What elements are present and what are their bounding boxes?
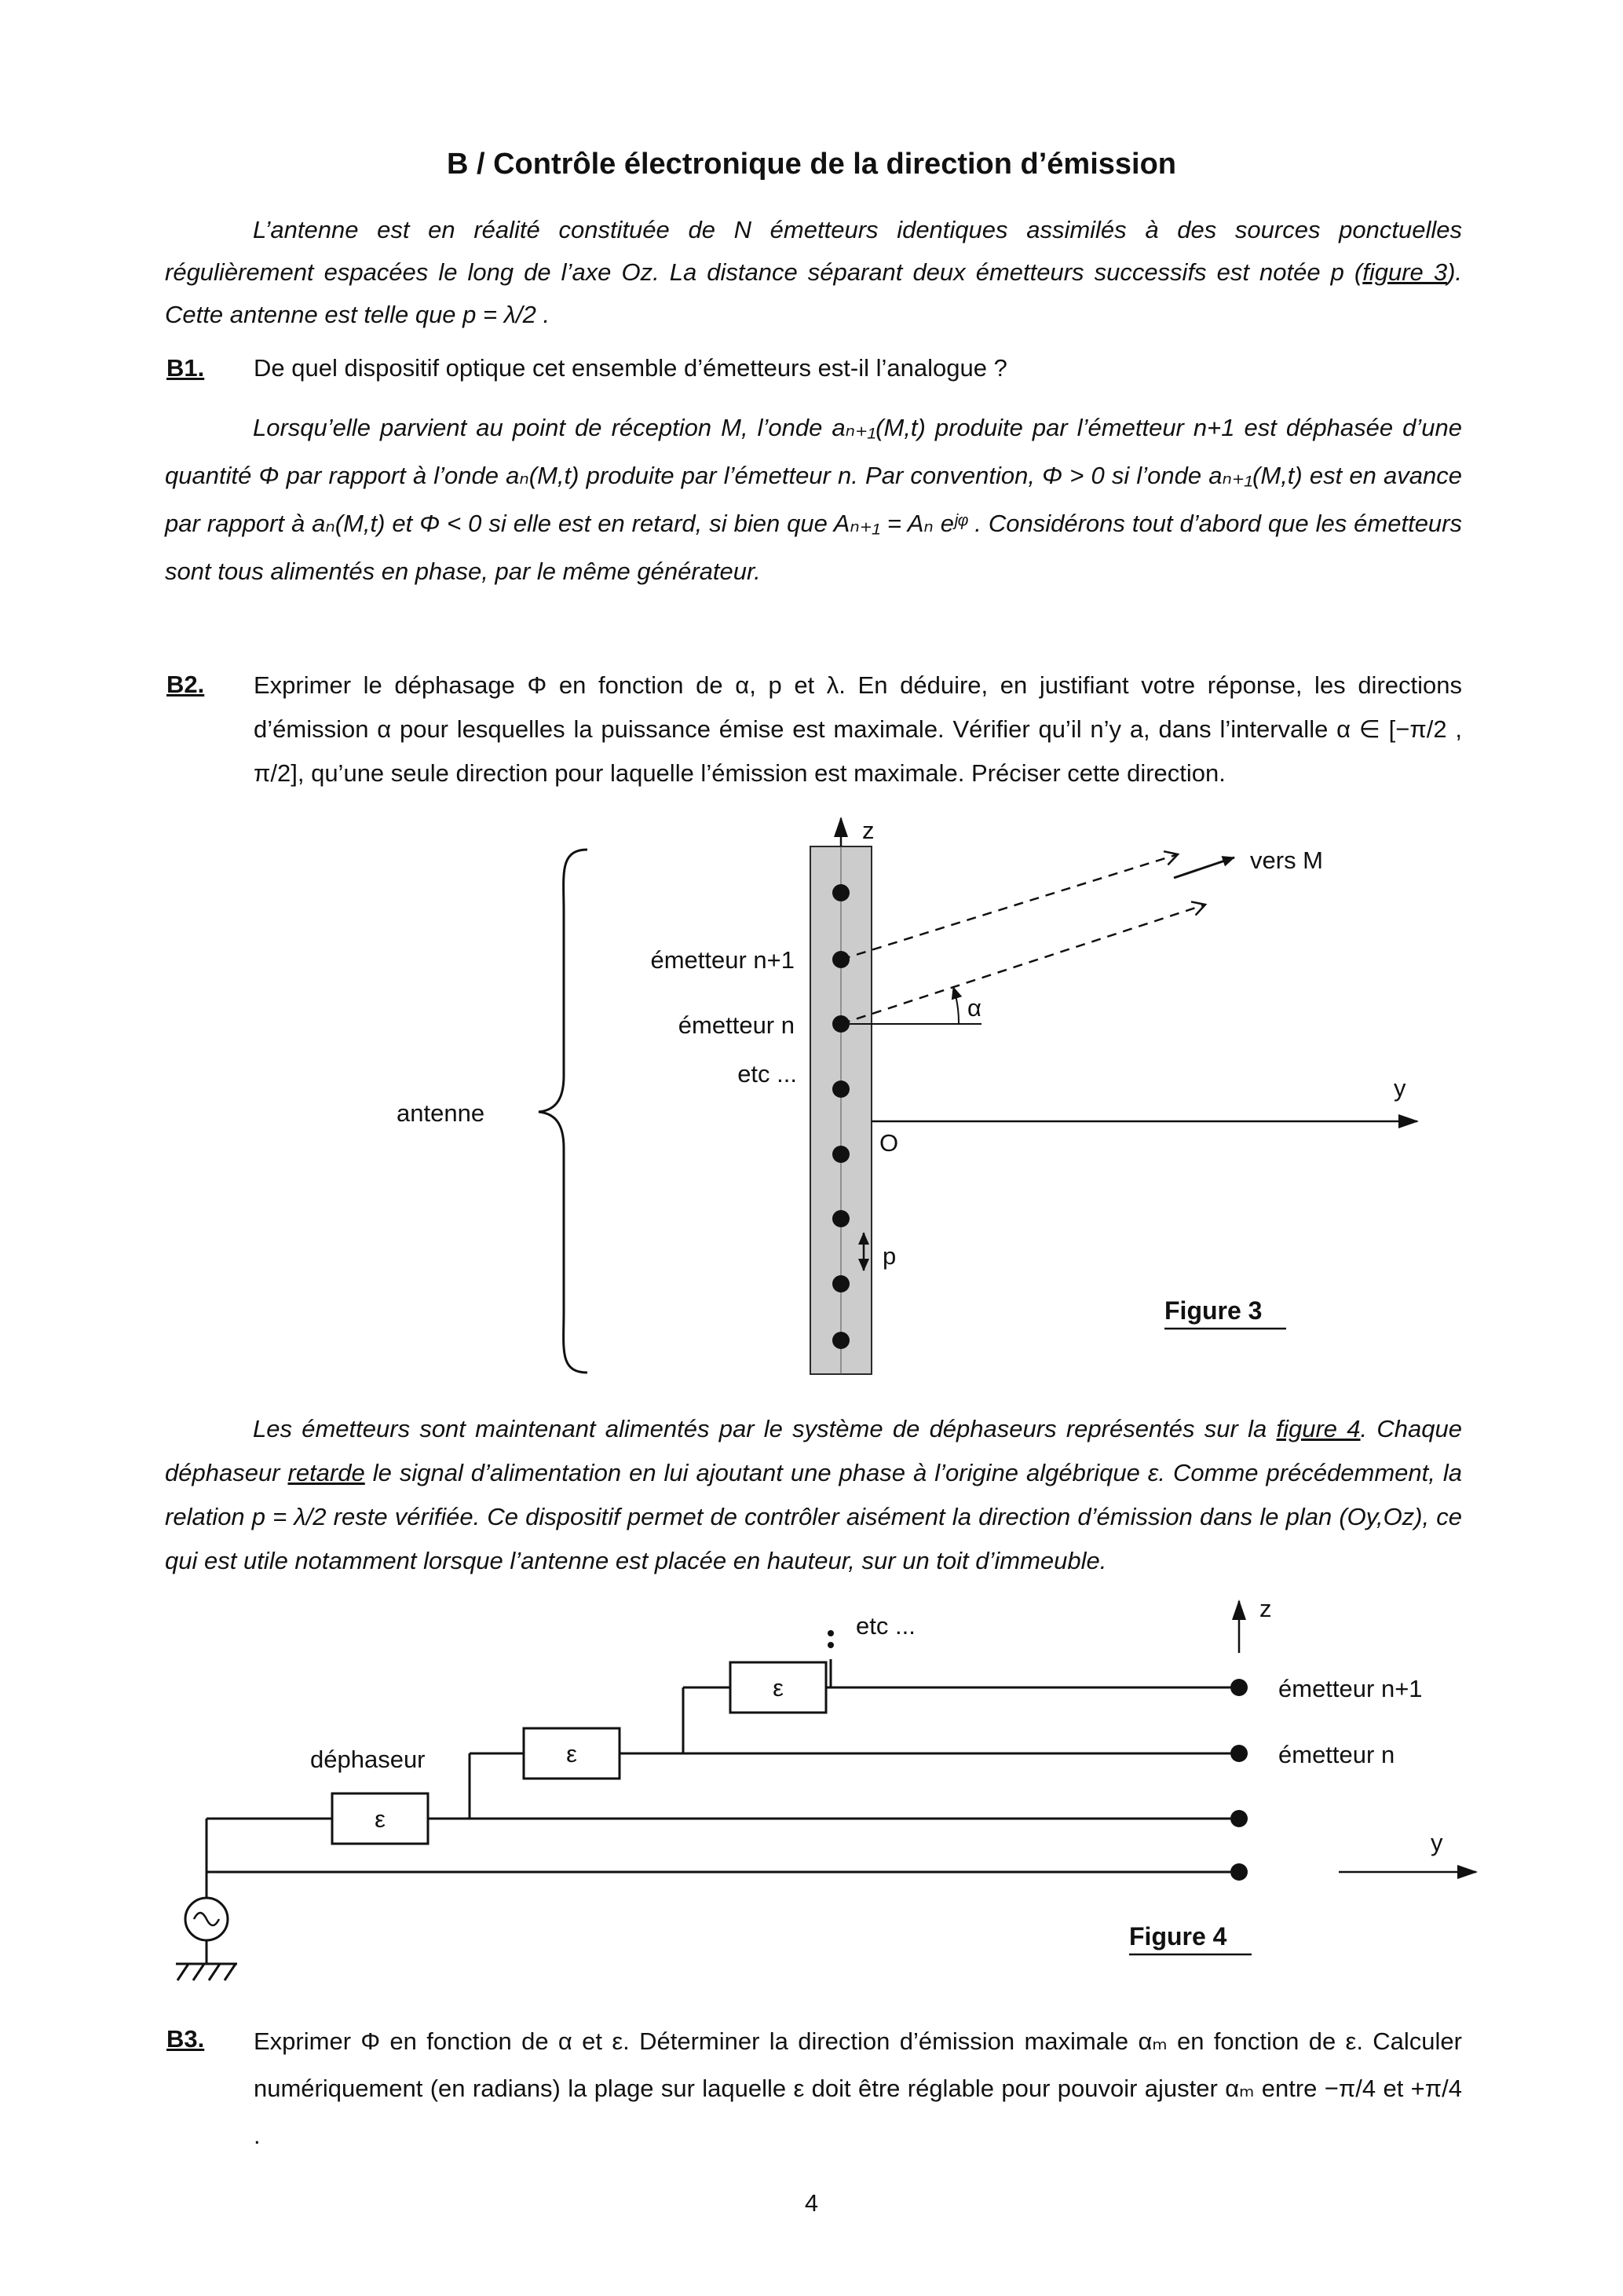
ground-symbol [176,1964,237,1980]
question-b1 [166,347,1462,389]
emitter-dot [832,1210,850,1227]
emitter-dot [832,884,850,901]
ground-hatch [209,1964,220,1980]
question-b2-label: B2. [166,671,205,698]
antenna-brace [539,850,587,1373]
question-b1-label: B1. [166,354,205,382]
question-b3 [166,2018,1462,2159]
emitter-dot [1230,1679,1248,1696]
emitter-dot [832,1275,850,1292]
figure3-reference: figure 3 [1362,258,1448,286]
emitter-dots [1230,1679,1248,1881]
dephaseur-label: déphaseur [310,1746,426,1773]
phase-definition-paragraph: Lorsqu’elle parvient au point de réception M, l’onde aₙ₊₁(M,t) produite par l’émetteur n+1 est déphasée d’une quantité Φ par rapport à l’onde aₙ(M,t) produite par l’émetteur n. Par convention, Φ > 0 si l’onde aₙ₊₁(M,t) est en avance par rapport à aₙ(M,t) et Φ < 0 si elle est en retard, si bien que Aₙ₊₁ = Aₙ eʲᵠ . Considérons tout d’abord que les émetteurs sont tous alimentés en phase, par le même générateur. [165,414,1462,585]
epsilon-label-3: ε [773,1674,784,1702]
continuation-dot [828,1642,834,1648]
question-b3-text: Exprimer Φ en fonction de α et ε. Déterminer la direction d’émission maximale αₘ en fonction de ε. Calculer numériquement (en radians) la plage sur laquelle ε doit être réglable pour pouvoir ajuster αₘ entre −π/4 et +π/4 . [254,2027,1462,2149]
ground-hatch [177,1964,188,1980]
p3-text-2: . Chaque déphaseur [165,1415,1462,1486]
emitter-dot [1230,1745,1248,1762]
generator [176,1898,237,1980]
y-axis-label: y [1394,1074,1406,1102]
etc-label: etc ... [737,1060,797,1088]
figure4-circuit-diagram [0,1590,1623,2010]
emitter-dot [1230,1810,1248,1827]
emitter-dot [832,1332,850,1349]
p3-text-1: Les émetteurs sont maintenant alimentés par le système de déphaseurs représentés sur la [253,1415,1277,1442]
ground-hatch [225,1964,236,1980]
vers-m-arrow [1174,857,1234,878]
ground-hatch [193,1964,204,1980]
question-b3-label: B3. [166,2025,205,2053]
emitter-dot [1230,1863,1248,1881]
intro-text-1: L’antenne est en réalité constituée de N émetteurs identiques assimilés à des sources ponctuelles régulièrement espacées le long de l’axe Oz. La distance séparant deux émetteurs successifs est notée p ( [165,216,1462,286]
epsilon-label-2: ε [566,1740,577,1768]
antenna-label: antenne [397,1099,485,1127]
alpha-label: α [967,994,981,1022]
z-axis-label: z [1259,1595,1272,1622]
intro-text-2: ). Cette antenne est telle que p = λ/2 . [165,258,1462,328]
p3-text-3: le signal d’alimentation en lui ajoutant une phase à l’origine algébrique ε. Comme précédemment, la relation p = λ/2 reste vérifiée. Ce dispositif permet de contrôler aisément la direction d’émission dans le plan (Oy,Oz), ce qui est utile notamment lorsque l’antenne est placée en hauteur, sur un toit d’immeuble. [165,1459,1463,1574]
y-axis-label: y [1431,1829,1443,1856]
alpha-angle-arc [953,987,959,1024]
intro-paragraph [165,209,1462,336]
question-b1-text: De quel dispositif optique cet ensemble d’émetteurs est-il l’analogue ? [254,354,1007,382]
retarde-emphasis: retarde [287,1459,365,1486]
section-title: B / Contrôle électronique de la direction d’émission [446,148,1177,181]
p-label: p [883,1242,897,1270]
figure3-caption: Figure 3 [1164,1296,1263,1325]
emitter-dot [832,1146,850,1163]
origin-label: O [879,1129,899,1157]
figure3-antenna-diagram [0,809,1623,1406]
question-b2 [166,664,1462,795]
figure4-caption: Figure 4 [1129,1922,1227,1951]
direction-ray-n [841,905,1205,1024]
emitter-n-label: émetteur n [1278,1741,1395,1768]
wires [207,1659,1230,1898]
epsilon-label-1: ε [375,1805,386,1833]
emitter-n-label: émetteur n [678,1011,795,1039]
etc-label: etc ... [856,1612,916,1640]
dephaseur-paragraph [165,1407,1462,1583]
direction-ray-n1 [841,854,1178,960]
emitter-n1-label: émetteur n+1 [1278,1675,1423,1702]
question-b2-text: Exprimer le déphasage Φ en fonction de α, p et λ. En déduire, en justifiant votre réponse, les directions d’émission α pour lesquelles la puissance émise est maximale. Vérifier qu’il n’y a, dans l’intervalle α ∈ [−π/2 , π/2], qu’une seule direction pour laquelle l’émission est maximale. Préciser cette direction. [254,671,1462,787]
emitter-n1-label: émetteur n+1 [650,946,795,974]
z-axis-label: z [862,817,875,844]
page-number: 4 [804,2189,819,2217]
vers-m-label: vers M [1250,846,1323,874]
figure4-reference: figure 4 [1276,1415,1361,1442]
emitter-dot [832,1080,850,1098]
continuation-dot [828,1630,834,1636]
